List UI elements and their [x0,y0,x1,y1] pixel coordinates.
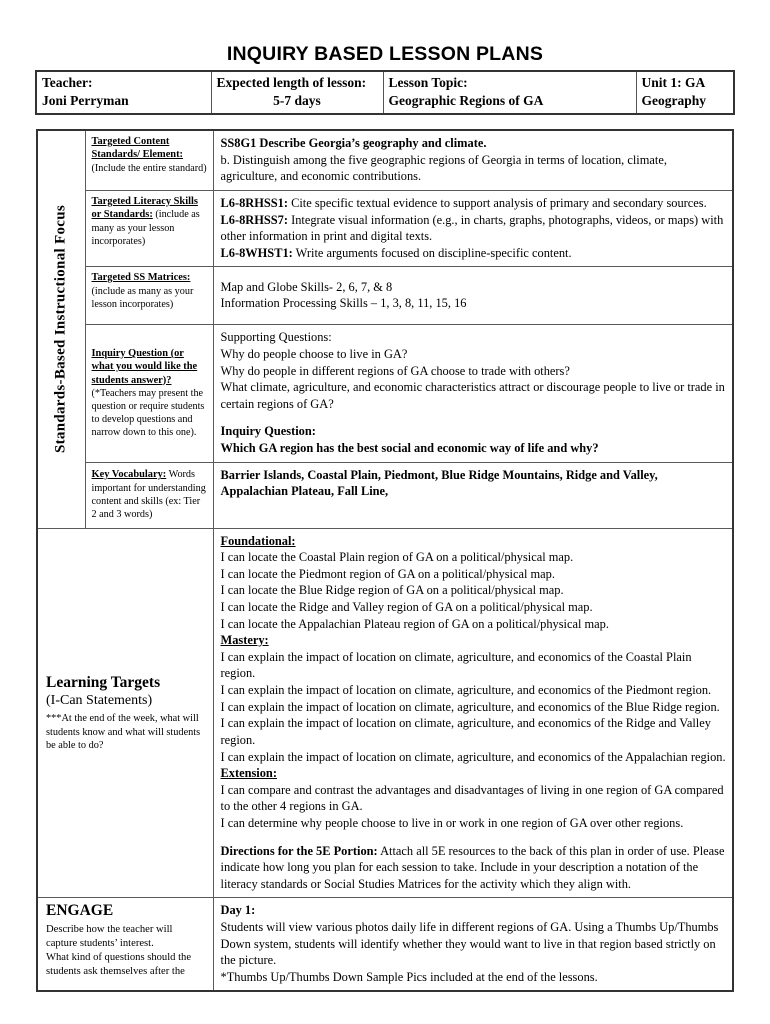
mastery-heading: Mastery: [220,633,269,648]
literacy-standards-sublabel: (include as many as your lesson incorporates) [91,209,200,247]
mastery-statement: I can explain the impact of location on climate, agriculture, and economics of the Piedmont region. [220,683,712,698]
literacy-standard-code: L6-8RHSS1: [220,195,288,210]
literacy-standard-item [221,195,727,212]
foundational-statement: I can locate the Blue Ridge region of GA on a political/physical map. [220,583,564,598]
learning-targets-body [213,528,733,898]
ss-matrices-sublabel: (include as many as your lesson incorporates) [91,285,194,310]
learning-targets-note: ***At the end of the week, what will students know and what will students be able to do? [46,713,201,751]
literacy-standards-label: Targeted Literacy Skills or Standards: [91,195,198,221]
ss-matrices-label-cell [85,267,213,325]
foundational-statement: I can locate the Ridge and Valley region of GA on a political/physical map. [220,600,593,615]
mastery-statement: I can explain the impact of location on climate, agriculture, and economics of the Appalachian region. [220,749,726,764]
foundational-heading: Foundational: [220,533,296,548]
five-e-directions-label: Directions for the 5E Portion: [220,843,378,858]
paragraph-spacer [221,412,727,423]
literacy-standards-label-cell [85,190,213,266]
paragraph-spacer [221,832,727,843]
engage-label-cell [37,898,213,992]
literacy-standard-item [221,212,727,245]
mastery-statement: I can explain the impact of location on climate, agriculture, and economics of the Ridge and Valley region. [220,716,711,747]
table-row-inquiry-question [37,325,733,462]
content-standard-code: SS8G1 Describe Georgia’s geography and climate. [220,136,487,151]
key-vocabulary-line-2: Appalachian Plateau, Fall Line, [220,484,389,499]
literacy-standards-body [213,190,733,266]
literacy-standard-text: Write arguments focused on discipline-specific content. [292,245,572,260]
inquiry-question-label: Inquiry Question (or what you would like the students answer)? [91,347,198,386]
five-e-directions [221,843,727,893]
unit-line-2: Geography [641,93,707,109]
ss-matrices-line-2: Information Processing Skills – 1, 3, 8, 11, 15, 16 [220,296,467,311]
learning-targets-label-cell [37,528,213,898]
foundational-statement: I can locate the Appalachian Plateau region of GA on a political/physical map. [220,616,609,631]
content-standards-sublabel: (Include the entire standard) [91,162,207,174]
unit-cell [636,71,734,114]
mastery-statement: I can explain the impact of location on climate, agriculture, and economics of the Blue Ridge region. [220,699,720,714]
key-vocabulary-label: Key Vocabulary: [91,469,167,481]
table-row-literacy-standards [37,190,733,266]
ss-matrices-body [213,267,733,325]
engage-title: ENGAGE [46,902,114,920]
standards-focus-text: Standards-Based Instructional Focus [52,205,69,454]
lesson-length-label: Expected length of lesson: [216,75,367,91]
table-row-key-vocabulary [37,462,733,528]
literacy-standard-code: L6-8RHSS7: [220,212,288,227]
key-vocabulary-sublabel: Words important for understanding content and skills (ex: Tier 2 and 3 words) [91,469,206,520]
table-row-content-standards [37,130,733,190]
inquiry-question-label-cell [85,325,213,462]
mastery-statement: I can explain the impact of location on climate, agriculture, and economics of the Coastal Plain region. [220,649,692,681]
table-row [36,71,734,114]
lesson-topic-label: Lesson Topic: [388,75,468,91]
lesson-header-table [35,70,735,115]
extension-heading: Extension: [220,766,277,781]
content-standards-label-cell [85,130,213,190]
teacher-name: Joni Perryman [42,93,129,109]
table-row-learning-targets [37,528,733,898]
literacy-standard-item [221,245,727,262]
supporting-question: Why do people choose to live in GA? [220,346,408,361]
learning-targets-title: Learning Targets [46,673,161,691]
key-vocabulary-body [213,462,733,528]
lesson-length-value: 5-7 days [273,93,321,109]
supporting-question: What climate, agriculture, and economic characteristics attract or discourage people to live or trade in certain regions of GA? [220,380,725,411]
supporting-questions-heading: Supporting Questions: [220,330,332,345]
extension-statement: I can compare and contrast the advantages and disadvantages of living in one region of GA compared to the other 4 regions in GA. [220,782,724,814]
content-standard-element: b. Distinguish among the five geographic regions of Georgia in terms of location, climate, agriculture, and economic contributions. [220,152,667,184]
page-title: INQUIRY BASED LESSON PLANS [226,43,544,65]
five-e-directions-text: Attach all 5E resources to the back of this plan in order of use. Please indicate how long you plan for each session to take. Include in your description a notation of the literacy standards or Social Studies Matrices for the activity which they align with. [220,843,725,891]
unit-line-1: Unit 1: GA [641,75,706,91]
lesson-topic-value: Geographic Regions of GA [388,93,544,109]
teacher-cell [36,71,211,114]
key-vocabulary-label-cell [85,462,213,528]
engage-note-2: What kind of questions should the students ask themselves after the [46,951,192,977]
foundational-statement: I can locate the Piedmont region of GA on a political/physical map. [220,566,555,581]
engage-footnote: *Thumbs Up/Thumbs Down Sample Pics included at the end of the lessons. [220,969,598,984]
standards-focus-vertical-label [37,130,85,528]
supporting-question: Why do people in different regions of GA choose to trade with others? [220,363,570,378]
engage-body-text: Students will view various photos daily life in different regions of GA. Using a Thumbs Up/Thumbs Down system, students will identify whether they would want to live in that region based strictly on the picture. [220,920,719,968]
lesson-topic-cell [383,71,636,114]
lesson-length-cell [211,71,383,114]
teacher-label: Teacher: [42,75,93,91]
literacy-standard-code: L6-8WHST1: [220,245,293,260]
engage-day-heading: Day 1: [220,903,256,918]
literacy-standard-text: Integrate visual information (e.g., in charts, graphs, photographs, videos, or maps) with other information in print and digital texts. [220,212,724,244]
foundational-statement: I can locate the Coastal Plain region of GA on a political/physical map. [220,550,574,565]
ss-matrices-line-1: Map and Globe Skills- 2, 6, 7, & 8 [220,279,393,294]
learning-targets-subtitle: (I-Can Statements) [46,693,153,709]
engage-body [213,898,733,992]
lesson-body-table [36,129,734,992]
inquiry-question-heading: Inquiry Question: [220,424,316,439]
content-standards-body [213,130,733,190]
content-standards-label: Targeted Content Standards/ Element: [91,136,184,161]
key-vocabulary-line-1: Barrier Islands, Coastal Plain, Piedmont, Blue Ridge Mountains, Ridge and Valley, [220,467,658,482]
extension-statement: I can determine why people choose to live in or work in one region of GA over other regions. [220,815,684,830]
engage-note-1: Describe how the teacher will capture students’ interest. [46,923,173,949]
inquiry-question-text: Which GA region has the best social and economic way of life and why? [220,440,599,455]
table-row-engage [37,898,733,992]
ss-matrices-label: Targeted SS Matrices: [91,272,191,284]
inquiry-question-sublabel: (*Teachers may present the question or require students to develop questions and narrow down to this one). [91,387,205,438]
literacy-standard-text: Cite specific textual evidence to support analysis of primary and secondary sources. [287,195,707,210]
inquiry-question-body [213,325,733,462]
table-row-ss-matrices [37,267,733,325]
